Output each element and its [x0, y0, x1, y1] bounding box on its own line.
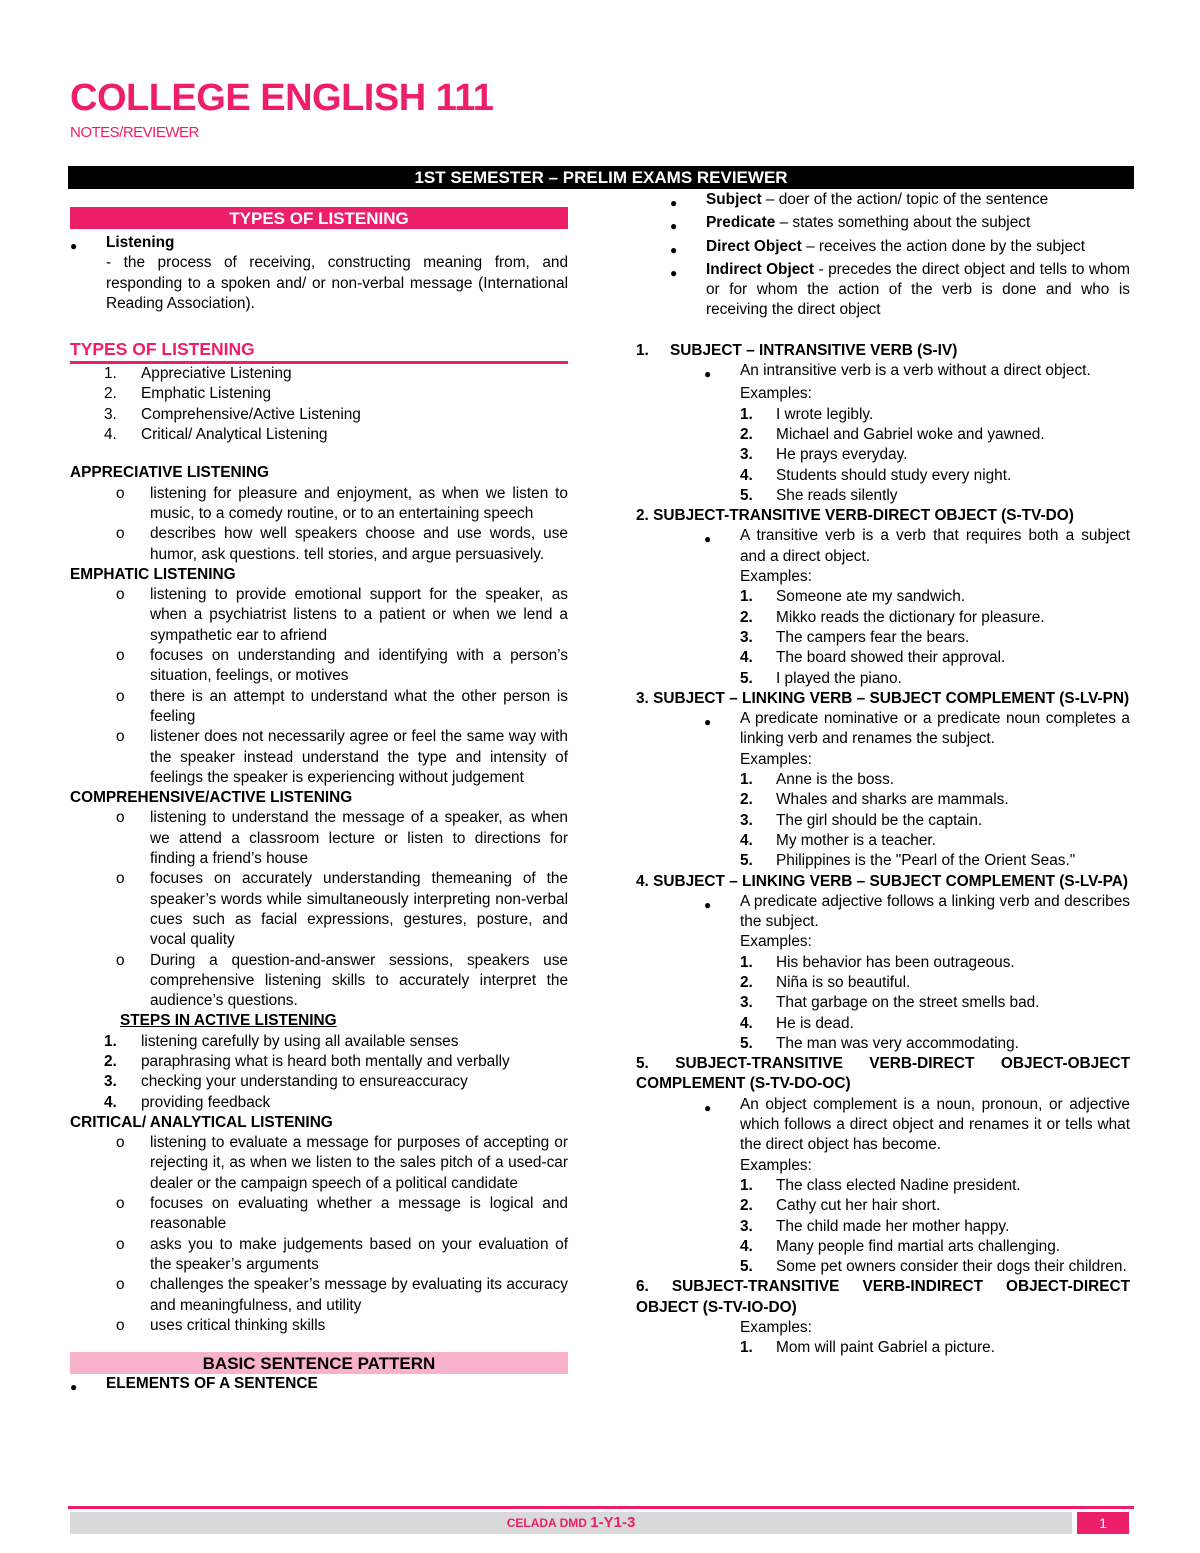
sentence-elements-list [636, 190, 1130, 321]
pattern-4-block [636, 892, 1130, 1054]
example-item [636, 587, 1130, 607]
element-text [706, 260, 1130, 321]
circle-bullet-icon: o [116, 809, 125, 827]
list-number: 4. [104, 426, 117, 444]
types-list [70, 364, 568, 445]
list-number: 4. [104, 1093, 117, 1111]
comprehensive-heading: COMPREHENSIVE/ACTIVE LISTENING [70, 789, 353, 807]
pattern-2-block [636, 526, 1130, 688]
example-text: I wrote legibly. [776, 405, 874, 423]
examples-label: Examples: [740, 568, 812, 586]
example-text: Mikko reads the dictionary for pleasure. [776, 608, 1045, 626]
elements-of-sentence [70, 1374, 568, 1397]
semester-banner: 1ST SEMESTER – PRELIM EXAMS REVIEWER [68, 166, 1134, 189]
examples-label: Examples: [740, 385, 812, 403]
example-number: 1. [740, 953, 753, 971]
example-item [636, 1176, 1130, 1196]
element-desc: - precedes the direct object and tells to whom or for whom the action of the verb is done and who is receiving the direct object [706, 260, 1130, 319]
element-text [706, 213, 1130, 236]
example-text: Mom will paint Gabriel a picture. [776, 1339, 995, 1357]
example-text: His behavior has been outrageous. [776, 953, 1015, 971]
bullet-icon: ● [70, 239, 78, 253]
example-number: 3. [740, 811, 753, 829]
list-text: listening to evaluate a message for purposes of accepting or rejecting it, as when we listen to the sales pitch of a used-car dealer or the campaign speech of a political candidate [150, 1134, 568, 1192]
list-item [70, 1093, 568, 1113]
list-item [70, 808, 568, 869]
example-item [636, 1034, 1130, 1054]
example-text: Some pet owners consider their dogs their children. [776, 1258, 1127, 1276]
list-item [70, 1133, 568, 1194]
example-text: He is dead. [776, 1014, 854, 1032]
pattern-description [636, 892, 1130, 933]
examples-label: Examples: [740, 1156, 812, 1174]
example-number: 2. [740, 973, 753, 991]
element-text [706, 190, 1130, 213]
example-text: Students should study every night. [776, 466, 1012, 484]
list-number: 1. [104, 1032, 117, 1050]
list-number: 3. [104, 405, 117, 423]
example-item [636, 608, 1130, 628]
critical-heading: CRITICAL/ ANALYTICAL LISTENING [70, 1113, 333, 1131]
example-item [636, 628, 1130, 648]
description-text: A predicate nominative or a predicate noun completes a linking verb and renames the subject. [740, 710, 1130, 748]
bullet-icon: ● [670, 242, 678, 257]
example-number: 5. [740, 1258, 753, 1276]
list-item [70, 951, 568, 1012]
example-item [636, 811, 1130, 831]
list-number: 1. [104, 365, 117, 383]
example-text: Cathy cut her hair short. [776, 1197, 941, 1215]
element-term: Subject [706, 191, 762, 208]
element-text [706, 237, 1130, 260]
example-item [636, 1196, 1130, 1216]
element-desc: – states something about the subject [775, 214, 1031, 232]
list-number: 3. [104, 1073, 117, 1091]
example-text: He prays everyday. [776, 446, 908, 464]
list-number: 2. [104, 385, 117, 403]
circle-bullet-icon: o [116, 1134, 125, 1152]
circle-bullet-icon: o [116, 586, 125, 604]
example-number: 1. [740, 405, 753, 423]
emphatic-heading: EMPHATIC LISTENING [70, 565, 236, 583]
example-text: Michael and Gabriel woke and yawned. [776, 425, 1045, 443]
example-number: 1. [740, 1339, 753, 1357]
listening-term: Listening [106, 234, 175, 251]
appreciative-list [70, 484, 568, 565]
list-text: listening carefully by using all available senses [141, 1032, 459, 1050]
element-item [636, 237, 1130, 260]
list-number: 2. [104, 1052, 117, 1070]
circle-bullet-icon: o [116, 484, 125, 502]
example-text: I played the piano. [776, 669, 902, 687]
examples-label: Examples: [740, 933, 812, 951]
list-item [70, 1072, 568, 1092]
element-item [636, 190, 1130, 213]
list-text: listening to provide emotional support for the speaker, as when a psychiatrist listens to a patient or when we lend a sympathetic ear to afriend [150, 586, 568, 644]
example-item [636, 648, 1130, 668]
element-desc: – doer of the action/ topic of the sentence [761, 191, 1049, 208]
bullet-icon: ● [704, 532, 712, 547]
example-item [636, 445, 1130, 465]
example-item [636, 486, 1130, 506]
example-text: Philippines is the "Pearl of the Orient Seas." [776, 852, 1076, 870]
list-item [70, 1032, 568, 1052]
list-item [70, 484, 568, 525]
list-text: focuses on understanding and identifying with a person’s situation, feelings, or motives [150, 647, 568, 685]
example-number: 2. [740, 425, 753, 443]
bullet-icon: ● [704, 715, 712, 730]
example-text: My mother is a teacher. [776, 831, 936, 849]
example-number: 4. [740, 1237, 753, 1255]
element-term: Direct Object [706, 237, 802, 255]
example-number: 5. [740, 486, 753, 504]
example-item [636, 1237, 1130, 1257]
element-item [636, 213, 1130, 236]
pattern-1-title: SUBJECT – INTRANSITIVE VERB (S-IV) [670, 341, 958, 359]
example-number: 2. [740, 1197, 753, 1215]
list-text: Critical/ Analytical Listening [141, 426, 328, 444]
pattern-description [636, 361, 1130, 384]
document-subtitle: NOTES/REVIEWER [70, 124, 199, 141]
list-text: focuses on accurately understanding themeaning of the speaker’s words while simultaneously interpreting non-verbal cues such as facial expressions, gestures, posture, and vocal quality [150, 870, 568, 949]
element-desc: – receives the action done by the subject [801, 237, 1085, 255]
list-text: During a question-and-answer sessions, speakers use comprehensive listening skills to accurately interpret the audience’s questions. [150, 951, 568, 1010]
example-item [636, 405, 1130, 425]
pattern-description [636, 526, 1130, 567]
pattern-6-block [636, 1318, 1130, 1359]
example-item [636, 770, 1130, 790]
examples-label: Examples: [740, 750, 812, 768]
example-text: Anne is the boss. [776, 771, 895, 789]
list-item [70, 1235, 568, 1276]
example-number: 5. [740, 1034, 753, 1052]
example-number: 4. [740, 831, 753, 849]
example-text: Niña is so beautiful. [776, 973, 911, 991]
example-text: Many people find martial arts challenging. [776, 1237, 1061, 1255]
circle-bullet-icon: o [116, 728, 125, 746]
steps-list [70, 1032, 568, 1113]
example-number: 1. [740, 588, 753, 606]
circle-bullet-icon: o [116, 687, 125, 705]
bullet-icon: ● [670, 196, 678, 210]
pattern-3-block [636, 709, 1130, 871]
footer-bar [70, 1512, 1072, 1534]
list-text: listening to understand the message of a speaker, as when we attend a classroom lecture or listen to directions for finding a friend’s house [150, 809, 568, 868]
types-of-listening-heading: TYPES OF LISTENING [70, 338, 568, 364]
example-number: 4. [740, 466, 753, 484]
example-text: She reads silently [776, 486, 898, 504]
description-text: An intransitive verb is a verb without a direct object. [740, 362, 1091, 380]
example-item [636, 953, 1130, 973]
pattern-6-heading: 6. SUBJECT-TRANSITIVE VERB-INDIRECT OBJECT-DIRECT OBJECT (S-TV-IO-DO) [636, 1278, 1130, 1316]
list-item [70, 687, 568, 728]
example-item [636, 1257, 1130, 1277]
bullet-icon: ● [670, 219, 678, 234]
example-number: 2. [740, 791, 753, 809]
example-item [636, 1014, 1130, 1034]
elements-label: ELEMENTS OF A SENTENCE [106, 1375, 318, 1393]
list-text: Emphatic Listening [141, 385, 272, 403]
list-item [70, 1316, 568, 1336]
list-item [70, 1194, 568, 1235]
example-item [636, 851, 1130, 871]
pattern-5-heading: 5. SUBJECT-TRANSITIVE VERB-DIRECT OBJECT-OBJECT COMPLEMENT (S-TV-DO-OC) [636, 1055, 1130, 1093]
footer-divider [68, 1506, 1134, 1509]
pattern-description [636, 709, 1130, 750]
example-number: 3. [740, 628, 753, 646]
list-item [70, 405, 568, 425]
listening-definition-text: - the process of receiving, constructing meaning from, and responding to a spoken and/ or non-verbal message (International Reading Association). [106, 254, 568, 312]
element-term: Indirect Object [706, 260, 814, 278]
example-number: 3. [740, 1217, 753, 1235]
example-number: 3. [740, 994, 753, 1012]
example-number: 5. [740, 669, 753, 687]
list-item [70, 524, 568, 565]
pattern-3-heading: 3. SUBJECT – LINKING VERB – SUBJECT COMPLEMENT (S-LV-PN) [636, 689, 1130, 707]
example-item [636, 790, 1130, 810]
example-text: The class elected Nadine president. [776, 1176, 1021, 1194]
circle-bullet-icon: o [116, 1235, 125, 1253]
list-text: providing feedback [141, 1093, 271, 1111]
description-text: An object complement is a noun, pronoun, or adjective which follows a direct object and renames it or tells what the direct object has become. [740, 1095, 1130, 1154]
list-item [70, 585, 568, 646]
example-item [636, 831, 1130, 851]
list-item [70, 384, 568, 404]
example-text: Someone ate my sandwich. [776, 588, 966, 606]
circle-bullet-icon: o [116, 951, 125, 969]
pattern-2-heading: 2. SUBJECT-TRANSITIVE VERB-DIRECT OBJECT (S-TV-DO) [636, 507, 1074, 525]
example-number: 4. [740, 1014, 753, 1032]
example-text: The board showed their approval. [776, 649, 1006, 667]
list-item [70, 1275, 568, 1316]
example-item [636, 669, 1130, 689]
example-text: The child made her mother happy. [776, 1217, 1010, 1235]
steps-heading: STEPS IN ACTIVE LISTENING [120, 1012, 337, 1030]
example-item [636, 466, 1130, 486]
circle-bullet-icon: o [116, 1316, 125, 1334]
element-term: Predicate [706, 214, 776, 232]
list-item [70, 869, 568, 950]
list-item [70, 646, 568, 687]
example-item [636, 973, 1130, 993]
pattern-4-heading: 4. SUBJECT – LINKING VERB – SUBJECT COMPLEMENT (S-LV-PA) [636, 872, 1128, 890]
example-number: 2. [740, 608, 753, 626]
example-item [636, 1217, 1130, 1237]
example-number: 1. [740, 1176, 753, 1194]
example-item [636, 425, 1130, 445]
example-text: The girl should be the captain. [776, 811, 983, 829]
listening-definition [70, 233, 568, 314]
example-number: 1. [740, 771, 753, 789]
example-number: 4. [740, 649, 753, 667]
right-column [636, 190, 1130, 1359]
list-item [70, 1052, 568, 1072]
list-text: Comprehensive/Active Listening [141, 405, 361, 423]
description-text: A predicate adjective follows a linking verb and describes the subject. [740, 892, 1130, 931]
types-of-listening-bar: TYPES OF LISTENING [70, 207, 568, 229]
description-text: A transitive verb is a verb that requires both a subject and a direct object. [740, 527, 1130, 565]
bullet-icon: ● [670, 265, 678, 280]
bullet-icon: ● [704, 367, 712, 382]
element-item [636, 260, 1130, 321]
emphatic-list [70, 585, 568, 788]
circle-bullet-icon: o [116, 525, 125, 543]
circle-bullet-icon: o [116, 1276, 125, 1294]
list-text: checking your understanding to ensureaccuracy [141, 1073, 468, 1091]
circle-bullet-icon: o [116, 1195, 125, 1213]
list-item [70, 727, 568, 788]
list-text: focuses on evaluating whether a message is logical and reasonable [150, 1195, 568, 1233]
example-number: 5. [740, 852, 753, 870]
example-text: The man was very accommodating. [776, 1034, 1019, 1052]
list-text: Appreciative Listening [141, 365, 292, 383]
bullet-icon: ● [70, 1380, 78, 1395]
list-text: uses critical thinking skills [150, 1316, 326, 1334]
example-text: The campers fear the bears. [776, 628, 970, 646]
bullet-icon: ● [704, 1100, 712, 1115]
critical-list [70, 1133, 568, 1336]
circle-bullet-icon: o [116, 870, 125, 888]
list-item [70, 425, 568, 445]
pattern-5-block [636, 1095, 1130, 1278]
page-number: 1 [1077, 1512, 1129, 1534]
left-column [70, 207, 568, 1397]
list-item [70, 364, 568, 384]
example-text: That garbage on the street smells bad. [776, 994, 1040, 1012]
pattern-1-block [636, 361, 1130, 506]
circle-bullet-icon: o [116, 647, 125, 665]
list-text: listening for pleasure and enjoyment, as when we listen to music, to a comedy routine, or to an entertaining speech [150, 484, 568, 522]
basic-sentence-pattern-bar: BASIC SENTENCE PATTERN [70, 1352, 568, 1374]
example-number: 3. [740, 446, 753, 464]
examples-label: Examples: [740, 1319, 812, 1337]
example-item [636, 993, 1130, 1013]
example-text: Whales and sharks are mammals. [776, 791, 1009, 809]
list-text: asks you to make judgements based on your evaluation of the speaker’s arguments [150, 1235, 568, 1273]
list-text: listener does not necessarily agree or feel the same way with the speaker instead understand the type and intensity of feelings the speaker is experiencing without judgement [150, 728, 568, 786]
list-text: paraphrasing what is heard both mentally and verbally [141, 1052, 510, 1070]
document-title: COLLEGE ENGLISH 111 [70, 77, 494, 119]
pattern-1-number: 1. [636, 341, 649, 359]
footer-code: 1-Y1-3 [590, 1514, 636, 1531]
example-item [636, 1338, 1130, 1358]
list-text: there is an attempt to understand what the other person is feeling [150, 687, 568, 725]
comprehensive-list [70, 808, 568, 1011]
list-text: describes how well speakers choose and use words, use humor, ask questions. tell stories, and argue persuasively. [150, 525, 568, 563]
footer-label: CELADA DMD [506, 1516, 591, 1530]
bullet-icon: ● [704, 897, 712, 912]
pattern-1-heading [636, 341, 1130, 361]
list-text: challenges the speaker’s message by evaluating its accuracy and meaningfulness, and utility [150, 1276, 568, 1314]
pattern-description [636, 1095, 1130, 1156]
appreciative-heading: APPRECIATIVE LISTENING [70, 464, 269, 482]
